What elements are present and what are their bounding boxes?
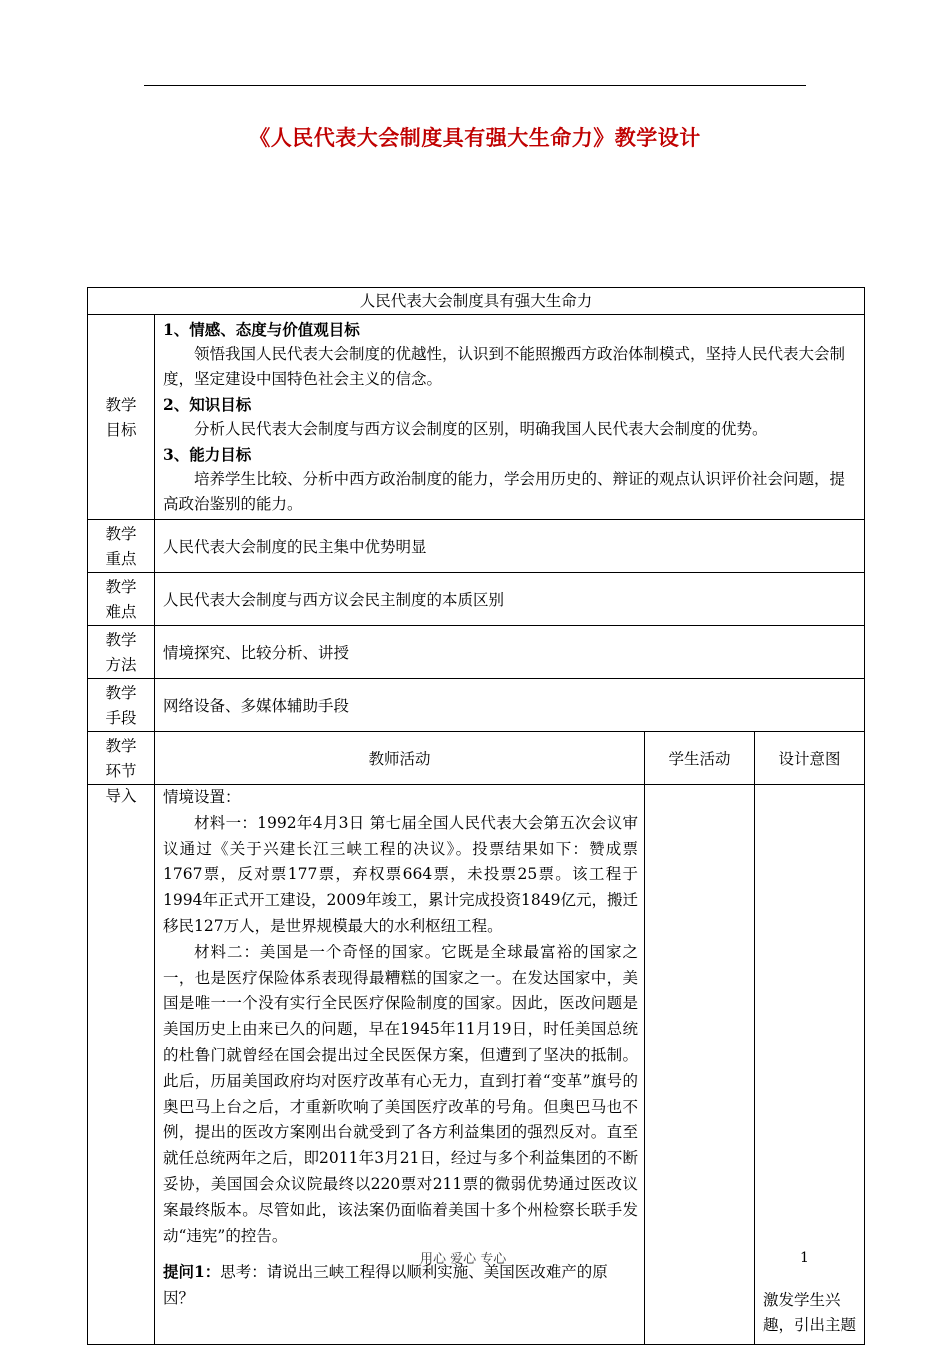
means-label: 教学 手段 (88, 679, 155, 732)
key-points-row (88, 520, 865, 573)
design-purpose-header: 设计意图 (755, 732, 865, 785)
intro-teacher-activity (155, 785, 645, 1345)
stages-header-row (88, 732, 865, 785)
goal-text-3: 培养学生比较、分析中西方政治制度的能力，学会用历史的、辩证的观点认识评价社会问题，提高政治鉴别的能力。 (163, 470, 846, 513)
question-text: 思考：请说出三峡工程得以顺利实施、美国医改难产的原因？ (163, 1263, 608, 1308)
lesson-plan-table (87, 287, 865, 1345)
intro-stage-label: 导入 (88, 785, 155, 1345)
key-points-label: 教学 重点 (88, 520, 155, 573)
key-points-text: 人民代表大会制度的民主集中优势明显 (155, 520, 865, 573)
goals-row (88, 315, 865, 520)
means-row (88, 679, 865, 732)
goal-heading-2: 2、知识目标 (163, 395, 252, 414)
difficulties-text: 人民代表大会制度与西方议会民主制度的本质区别 (155, 573, 865, 626)
means-text: 网络设备、多媒体辅助手段 (155, 679, 865, 732)
goal-heading-1: 1、情感、态度与价值观目标 (163, 320, 360, 339)
page-number: 1 (800, 1250, 809, 1266)
difficulties-row (88, 573, 865, 626)
question-label: 提问1： (163, 1262, 221, 1282)
methods-label: 教学 方法 (88, 626, 155, 679)
footer-mark: 用心 爱心 专心 (420, 1252, 507, 1267)
header-rule (144, 85, 806, 86)
intro-design-purpose: 激发学生兴趣，引出主题 (755, 785, 865, 1345)
intro-student-activity (645, 785, 755, 1345)
student-activity-header: 学生活动 (645, 732, 755, 785)
goals-content (155, 315, 865, 520)
methods-row (88, 626, 865, 679)
teacher-activity-header: 教师活动 (155, 732, 645, 785)
goal-heading-3: 3、能力目标 (163, 445, 252, 464)
stages-label: 教学 环节 (88, 732, 155, 785)
methods-text: 情境探究、比较分析、讲授 (155, 626, 865, 679)
intro-material-1: 材料一：1992年4月3日 第七届全国人民代表大会第五次会议审议通过《关于兴建长江三峡工程的决议》。投票结果如下：赞成票1767票，反对票177票，弃权票664票，未投票25票。该工程于1994年正式开工建设，2009年竣工，累计完成投资1849亿元，搬迁移民127万人，是世界规模最大的水利枢纽工程。 (163, 813, 638, 935)
difficulties-label: 教学 难点 (88, 573, 155, 626)
intro-material-2: 材料二：美国是一个奇怪的国家。它既是全球最富裕的国家之一，也是医疗保险体系表现得最糟糕的国家之一。在发达国家中，美国是唯一一个没有实行全民医疗保险制度的国家。因此，医改问题是美国历史上由来已久的问题，早在1945年11月19日，时任美国总统的杜鲁门就曾经在国会提出过全民医保方案，但遭到了坚决的抵制。此后，历届美国政府均对医疗改革有心无力，直到打着“变革”旗号的奥巴马上台之后，才重新吹响了美国医疗改革的号角。但奥巴马也不例，提出的医改方案刚出台就受到了各方利益集团的强烈反对。直至就任总统两年之后，即2011年3月21日，经过与多个利益集团的不断妥协，美国国会众议院最终以220票对211票的微弱优势通过医改议案最终版本。尽管如此，该法案仍面临着美国十多个州检察长联手发动“违宪”的控告。 (163, 942, 638, 1245)
goal-text-1: 领悟我国人民代表大会制度的优越性，认识到不能照搬西方政治体制模式，坚持人民代表大会制度，坚定建设中国特色社会主义的信念。 (163, 345, 846, 388)
goals-label: 教学 目标 (88, 315, 155, 520)
table-caption: 人民代表大会制度具有强大生命力 (88, 288, 865, 315)
intro-setting: 情境设置： (163, 788, 241, 806)
intro-question (163, 1259, 638, 1312)
table-caption-row (88, 288, 865, 315)
document-title: 《人民代表大会制度具有强大生命力》教学设计 (249, 125, 701, 150)
goal-text-2: 分析人民代表大会制度与西方议会制度的区别，明确我国人民代表大会制度的优势。 (194, 420, 768, 438)
